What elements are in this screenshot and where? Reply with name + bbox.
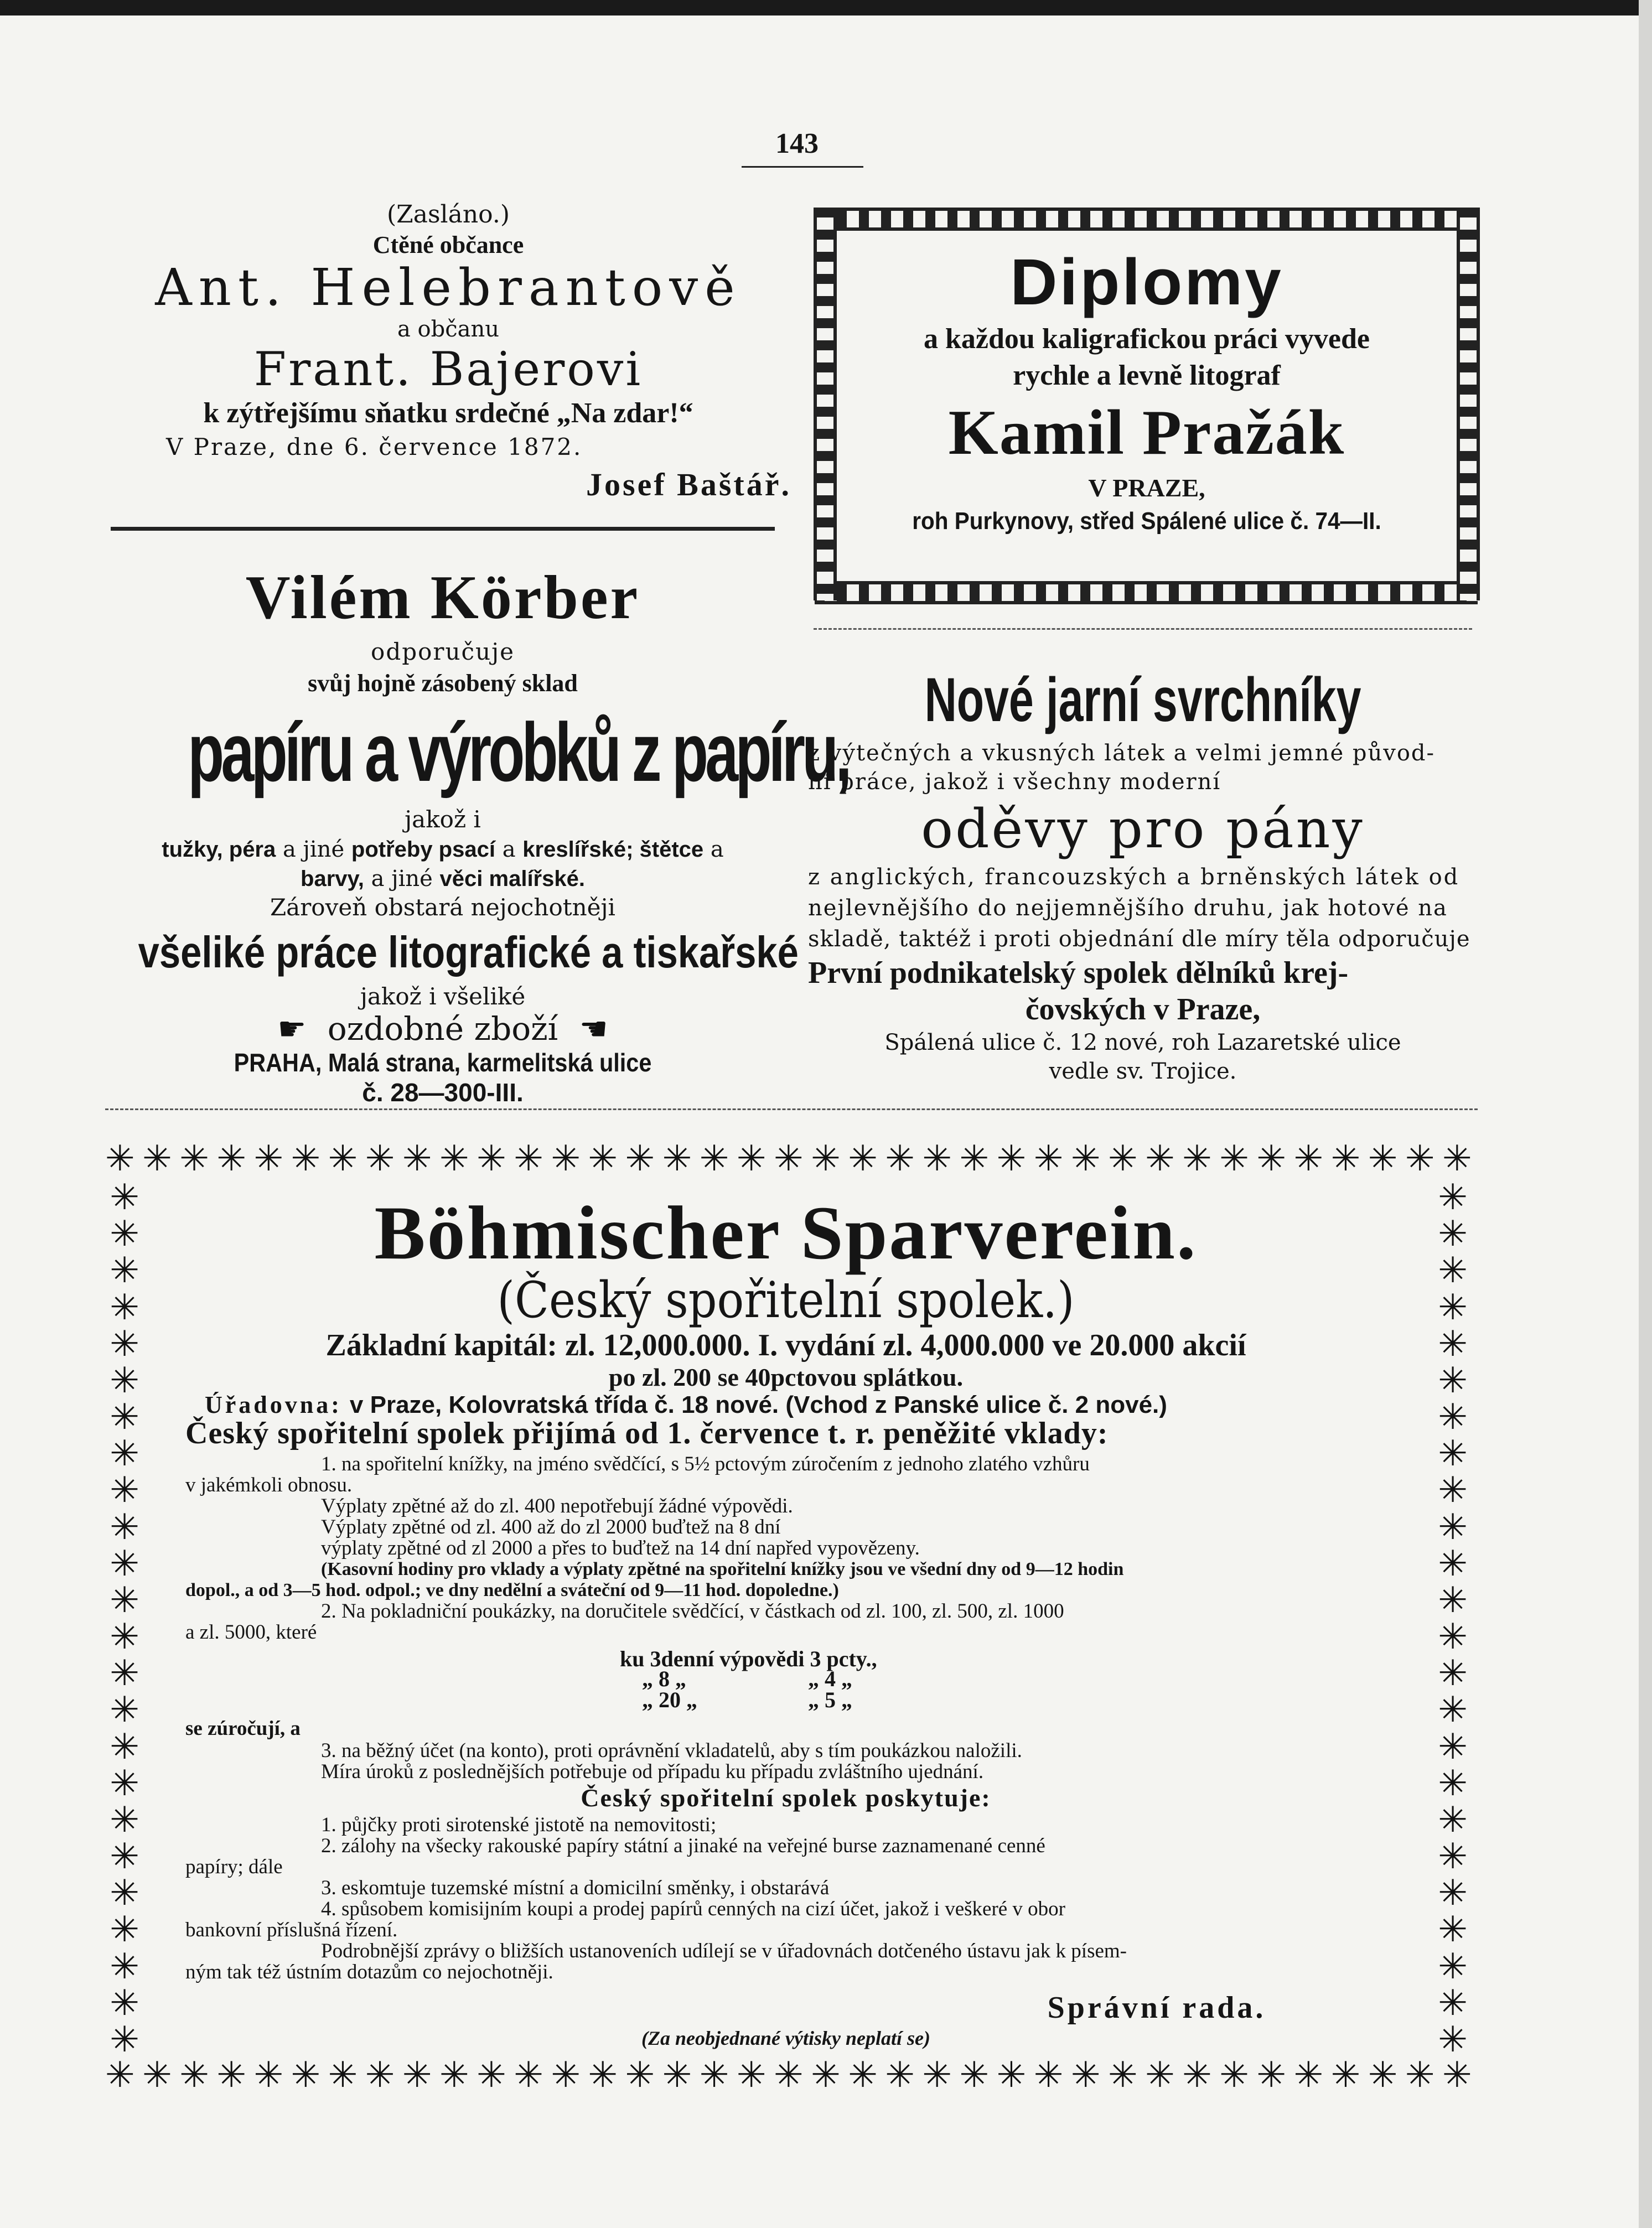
star-ornament-icon: ✳ <box>1330 2058 1361 2096</box>
star-ornament-icon: ✳ <box>179 1141 209 1179</box>
star-ornament-icon: ✳ <box>477 1141 506 1179</box>
korber-line7: jakož i všeliké <box>360 983 526 1010</box>
star-ornament-icon: ✳ <box>773 2058 804 2096</box>
star-ornament-icon: ✳ <box>110 1397 139 1438</box>
star-ornament-icon: ✳ <box>1033 2058 1064 2096</box>
star-ornament-icon: ✳ <box>699 1141 729 1179</box>
star-ornament-icon: ✳ <box>291 1141 321 1179</box>
sparverein-subtitle: (Český spořitelní spolek.) <box>497 1271 1075 1329</box>
diplomy-line1: a každou kaligrafickou práci vyvede <box>923 323 1370 355</box>
page-number: 143 <box>775 128 819 159</box>
star-ornament-icon: ✳ <box>1368 2058 1398 2096</box>
sparverein-p4: výplaty zpětné od zl 2000 a přes to buďtež na 14 dní napřed vypovězeny. <box>321 1537 920 1559</box>
star-ornament-icon: ✳ <box>959 2058 990 2096</box>
star-ornament-icon: ✳ <box>625 1141 655 1179</box>
sparverein-rate-row1: ku 3denní výpovědi 3 pcty., <box>620 1646 877 1671</box>
star-ornament-icon: ✳ <box>922 1141 952 1179</box>
sparverein-p2: Výplaty zpětné až do zl. 400 nepotřebují žádné výpovědi. <box>321 1495 793 1517</box>
star-ornament-icon: ✳ <box>699 2058 729 2096</box>
star-ornament-icon: ✳ <box>216 1141 246 1179</box>
sparverein-provides: Český spořitelní spolek poskytuje: <box>581 1784 991 1812</box>
star-ornament-icon: ✳ <box>811 2058 841 2096</box>
star-ornament-icon: ✳ <box>365 2058 395 2096</box>
star-ornament-icon: ✳ <box>996 2058 1027 2096</box>
star-ornament-icon: ✳ <box>1438 1470 1468 1511</box>
star-ornament-icon: ✳ <box>625 2058 655 2096</box>
star-ornament-icon: ✳ <box>959 1141 990 1179</box>
star-ornament-icon: ✳ <box>110 1180 139 1218</box>
star-ornament-icon: ✳ <box>1438 1287 1468 1328</box>
star-ornament-icon: ✳ <box>110 1836 139 1878</box>
star-ornament-icon: ✳ <box>1145 2058 1175 2096</box>
star-ornament-icon: ✳ <box>328 1141 358 1179</box>
star-ornament-icon: ✳ <box>1438 1323 1468 1365</box>
sparverein-border-left <box>105 1180 144 2058</box>
star-ornament-icon: ✳ <box>179 2058 209 2096</box>
korber-headline2: všeliké práce litografické a tiskařské <box>138 928 799 977</box>
star-ornament-icon: ✳ <box>439 1141 469 1179</box>
star-ornament-icon: ✳ <box>1145 1141 1175 1179</box>
star-ornament-icon: ✳ <box>514 2058 543 2096</box>
star-ornament-icon: ✳ <box>110 2019 139 2058</box>
korber-line5c: věci malířské. <box>439 867 585 891</box>
star-ornament-icon: ✳ <box>1438 1909 1468 1951</box>
star-ornament-icon: ✳ <box>110 1799 139 1841</box>
sparverein-footer: (Za neobjednané výtisky neplatí se) <box>641 2027 930 2049</box>
zaslano-line3: k zýtřejšímu sňatku srdečné „Na zdar!“ <box>203 397 693 429</box>
svrchniky-line4: nejlevnějšího do nejjemnějšího druhu, jak hotové na <box>808 895 1448 921</box>
star-ornament-icon: ✳ <box>885 2058 915 2096</box>
star-ornament-icon: ✳ <box>848 2058 878 2096</box>
svrchniky-line9: vedle sv. Trojice. <box>1049 1059 1237 1084</box>
star-ornament-icon: ✳ <box>1438 1214 1468 1255</box>
korber-line3: jakož i <box>405 806 481 833</box>
star-ornament-icon: ✳ <box>1438 1653 1468 1695</box>
star-ornament-icon: ✳ <box>110 1690 139 1731</box>
star-ornament-icon: ✳ <box>110 1946 139 1987</box>
star-ornament-icon: ✳ <box>1438 1433 1468 1475</box>
star-ornament-icon: ✳ <box>1070 1141 1101 1179</box>
star-ornament-icon: ✳ <box>1438 1726 1468 1768</box>
korber-line4 <box>89 835 797 864</box>
star-ornament-icon: ✳ <box>1438 2019 1468 2058</box>
sparverein-p9: Míra úroků z poslednějších potřebuje od případu ku případu zvláštního ujednání. <box>321 1760 984 1783</box>
star-ornament-icon: ✳ <box>773 1141 804 1179</box>
star-ornament-icon: ✳ <box>662 2058 692 2096</box>
svrchniky-ad <box>808 661 1478 1085</box>
sparverein-title: Böhmischer Sparverein. <box>374 1190 1198 1275</box>
svrchniky-line8: Spálená ulice č. 12 nové, roh Lazaretské ulice <box>884 1030 1401 1055</box>
pointing-hand-left-icon: ☚ <box>579 1010 608 1048</box>
star-ornament-icon: ✳ <box>253 2058 284 2096</box>
sparverein-q2b: papíry; dále <box>185 1856 283 1878</box>
sparverein-rate-row2b: „ 4 „ <box>808 1666 852 1691</box>
star-ornament-icon: ✳ <box>1438 1397 1468 1438</box>
sparverein-rate-row3a: „ 20 „ <box>642 1687 697 1712</box>
star-ornament-icon: ✳ <box>110 1763 139 1804</box>
diplomy-address: roh Purkynovy, střed Spálené ulice č. 74—II. <box>912 507 1381 535</box>
svrchniky-line6: První podnikatelský spolek dělníků krej- <box>808 956 1349 990</box>
diplomy-city: V PRAZE, <box>1088 474 1205 502</box>
korber-line1: odporučuje <box>371 638 515 665</box>
star-ornament-icon: ✳ <box>1438 1946 1468 1987</box>
star-ornament-icon: ✳ <box>110 1543 139 1584</box>
star-ornament-icon: ✳ <box>551 2058 581 2096</box>
star-ornament-icon: ✳ <box>110 1250 139 1292</box>
star-ornament-icon: ✳ <box>110 1653 139 1695</box>
korber-line5b: a jiné <box>371 866 433 892</box>
diplomy-line2: rychle a levně litograf <box>1013 360 1281 391</box>
korber-line9: PRAHA, Malá strana, karmelitská ulice <box>234 1048 652 1077</box>
zaslano-notice <box>105 199 791 507</box>
svrchniky-line5: skladě, taktéž i proti objednání dle míry těla odporučuje <box>808 926 1470 952</box>
sparverein-accepts: Český spořitelní spolek přijímá od 1. července t. r. peněžité vklady: <box>185 1416 1109 1450</box>
star-ornament-icon: ✳ <box>1438 1982 1468 2024</box>
star-ornament-icon: ✳ <box>1438 1763 1468 1804</box>
star-ornament-icon: ✳ <box>1442 1141 1472 1179</box>
diplomy-border-top <box>815 208 1478 231</box>
korber-line5 <box>89 864 797 893</box>
star-ornament-icon: ✳ <box>1442 2058 1472 2096</box>
korber-line5a: barvy, <box>301 867 364 891</box>
zaslano-line1: Ctěné občance <box>372 231 524 258</box>
sparverein-signature: Správní rada. <box>1047 1991 1266 2025</box>
star-ornament-icon: ✳ <box>1438 1360 1468 1401</box>
diplomy-title: Diplomy <box>1010 246 1283 319</box>
sparverein-p6a: 2. Na pokladniční poukázky, na doručitele svědčící, v částkach od zl. 100, zl. 500, zl. 1000 <box>321 1600 1064 1623</box>
star-ornament-icon: ✳ <box>110 1214 139 1255</box>
star-ornament-icon: ✳ <box>110 1579 139 1621</box>
star-ornament-icon: ✳ <box>922 2058 952 2096</box>
star-ornament-icon: ✳ <box>110 1982 139 2024</box>
sparverein-office-label: Úřadovna: <box>205 1391 342 1418</box>
svrchniky-line3: z anglických, francouzských a brněnských látek od <box>808 864 1460 890</box>
star-ornament-icon: ✳ <box>253 1141 284 1179</box>
star-ornament-icon: ✳ <box>402 2058 432 2096</box>
korber-line6: Zároveň obstará nejochotněji <box>270 894 615 921</box>
star-ornament-icon: ✳ <box>811 1141 841 1179</box>
star-ornament-icon: ✳ <box>477 2058 506 2096</box>
star-ornament-icon: ✳ <box>1368 1141 1398 1179</box>
korber-line4e: kreslířské; štětce <box>522 837 704 862</box>
zaslano-label: (Zasláno.) <box>386 200 510 229</box>
star-ornament-icon: ✳ <box>110 1470 139 1511</box>
section-divider <box>105 1108 1478 1110</box>
page-number-rule <box>742 166 863 168</box>
zaslano-signature: Josef Baštář. <box>586 467 791 502</box>
sparverein-office-text: v Praze, Kolovratská třída č. 18 nové. (Vchod z Panské ulice č. 2 nové.) <box>349 1391 1167 1418</box>
star-ornament-icon: ✳ <box>110 1726 139 1768</box>
star-ornament-icon: ✳ <box>402 1141 432 1179</box>
svrchniky-line7: čovských v Praze, <box>1025 992 1261 1027</box>
sparverein-p6b: a zl. 5000, které <box>185 1621 317 1644</box>
korber-line4c: potřeby psací <box>351 837 495 862</box>
star-ornament-icon: ✳ <box>105 1141 135 1179</box>
svrchniky-line1: z výtečných a vkusných látek a velmi jemné původ- <box>808 740 1436 766</box>
sparverein-capital2: po zl. 200 se 40pctovou splátkou. <box>608 1363 964 1391</box>
star-ornament-icon: ✳ <box>110 1909 139 1951</box>
sparverein-p3: Výplaty zpětné od zl. 400 až do zl 2000 buďtež na 8 dní <box>321 1516 781 1538</box>
star-ornament-icon: ✳ <box>996 1141 1027 1179</box>
sparverein-p1b: v jakémkoli obnosu. <box>185 1474 353 1496</box>
sparverein-q5b: ným tak též ústním dotazům co nejochotněji. <box>185 1961 553 1983</box>
star-ornament-icon: ✳ <box>142 1141 172 1179</box>
star-ornament-icon: ✳ <box>1438 1799 1468 1841</box>
diplomy-name: Kamil Pražák <box>948 397 1345 468</box>
sparverein-capital: Základní kapitál: zl. 12,000.000. I. vydání zl. 4,000.000 ve 20.000 akcií <box>325 1328 1246 1362</box>
sparverein-p8: 3. na běžný účet (na konto), proti oprávnění vkladatelů, aby s tím poukázkou naložili. <box>321 1739 1022 1762</box>
korber-line4a: tužky, péra <box>162 837 276 862</box>
star-ornament-icon: ✳ <box>1219 1141 1249 1179</box>
star-ornament-icon: ✳ <box>1256 1141 1287 1179</box>
star-ornament-icon: ✳ <box>291 2058 321 2096</box>
star-ornament-icon: ✳ <box>1293 1141 1324 1179</box>
korber-line2: svůj hojně zásobený sklad <box>308 670 578 697</box>
star-ornament-icon: ✳ <box>736 1141 767 1179</box>
star-ornament-icon: ✳ <box>1405 2058 1435 2096</box>
star-ornament-icon: ✳ <box>1438 1579 1468 1621</box>
star-ornament-icon: ✳ <box>1438 1180 1468 1218</box>
korber-line10: č. 28—300-III. <box>362 1078 524 1107</box>
zaslano-name2: Frant. Bajerovi <box>253 342 643 396</box>
star-ornament-icon: ✳ <box>110 1616 139 1658</box>
zaslano-name1: Ant. Helebrantově <box>155 258 742 317</box>
star-ornament-icon: ✳ <box>110 1873 139 1914</box>
sparverein-p7: se zúročují, a <box>185 1717 301 1740</box>
star-ornament-icon: ✳ <box>1438 1690 1468 1731</box>
star-ornament-icon: ✳ <box>110 1287 139 1328</box>
star-ornament-icon: ✳ <box>105 2058 135 2096</box>
star-ornament-icon: ✳ <box>328 2058 358 2096</box>
star-ornament-icon: ✳ <box>1438 1873 1468 1914</box>
korber-line4d: a <box>502 837 516 862</box>
zaslano-line2: a občanu <box>397 317 500 342</box>
star-ornament-icon: ✳ <box>736 2058 767 2096</box>
star-ornament-icon: ✳ <box>1438 1506 1468 1548</box>
star-ornament-icon: ✳ <box>1219 2058 1249 2096</box>
star-ornament-icon: ✳ <box>662 1141 692 1179</box>
star-ornament-icon: ✳ <box>1438 1543 1468 1584</box>
korber-ad <box>89 559 849 1107</box>
star-ornament-icon: ✳ <box>110 1360 139 1401</box>
sparverein-q3: 3. eskomtuje tuzemské místní a domicilní směnky, i obstarává <box>321 1877 830 1899</box>
sparverein-border-bottom <box>105 2058 1472 2096</box>
sparverein-q4b: bankovní příslušná řízení. <box>185 1919 398 1941</box>
right-column-divider <box>814 628 1472 630</box>
sparverein-q1: 1. půjčky proti sirotenské jistotě na nemovitosti; <box>321 1814 717 1836</box>
star-ornament-icon: ✳ <box>1256 2058 1287 2096</box>
star-ornament-icon: ✳ <box>588 1141 618 1179</box>
star-ornament-icon: ✳ <box>1033 1141 1064 1179</box>
korber-line4b: a jiné <box>282 837 345 862</box>
sparverein-rate-row2a: „ 8 „ <box>642 1666 686 1691</box>
star-ornament-icon: ✳ <box>1107 1141 1138 1179</box>
star-ornament-icon: ✳ <box>1182 2058 1212 2096</box>
korber-line8-row <box>89 1011 797 1047</box>
diplomy-border-right <box>1457 208 1480 600</box>
star-ornament-icon: ✳ <box>551 1141 581 1179</box>
star-ornament-icon: ✳ <box>1182 1141 1212 1179</box>
diplomy-border-left <box>814 208 837 600</box>
korber-headline: papíru a výrobků z papíru, <box>188 706 849 799</box>
star-ornament-icon: ✳ <box>588 2058 618 2096</box>
zaslano-line4: V Praze, dne 6. července 1872. <box>166 433 583 460</box>
star-ornament-icon: ✳ <box>1070 2058 1101 2096</box>
star-ornament-icon: ✳ <box>110 1433 139 1475</box>
star-ornament-icon: ✳ <box>110 1323 139 1365</box>
sparverein-p5b: dopol., a od 3—5 hod. odpol.; ve dny nedělní a sváteční od 9—11 hod. dopoledne.) <box>185 1580 839 1600</box>
sparverein-p5a: (Kasovní hodiny pro vklady a výplaty zpětné na spořitelní knížky jsou ve všední dny od 9—12 hodin <box>321 1559 1124 1579</box>
star-ornament-icon: ✳ <box>885 1141 915 1179</box>
star-ornament-icon: ✳ <box>1107 2058 1138 2096</box>
korber-line8: ozdobné zboží <box>327 1010 558 1048</box>
korber-name: Vilém Körber <box>245 563 640 632</box>
star-ornament-icon: ✳ <box>142 2058 172 2096</box>
sparverein-border-right <box>1433 1180 1472 2058</box>
sparverein-q5a: Podrobnější zprávy o bližších ustanoveních udílejí se v úřadovnách dotčeného ústavu jak k písem- <box>321 1940 1127 1962</box>
star-ornament-icon: ✳ <box>1405 1141 1435 1179</box>
sparverein-q2a: 2. zálohy na všecky rakouské papíry státní a jinaké na veřejné burse zaznamenané cenné <box>321 1835 1045 1857</box>
star-ornament-icon: ✳ <box>110 1506 139 1548</box>
star-ornament-icon: ✳ <box>216 2058 246 2096</box>
svrchniky-title: Nové jarní svrchníky <box>924 665 1361 734</box>
zaslano-rule <box>111 527 775 531</box>
diplomy-border-bottom <box>815 581 1478 604</box>
star-ornament-icon: ✳ <box>1438 1616 1468 1658</box>
star-ornament-icon: ✳ <box>1293 2058 1324 2096</box>
pointing-hand-right-icon: ☛ <box>277 1010 307 1048</box>
korber-line4f: a <box>710 837 724 862</box>
svrchniky-line2: ní práce, jakož i všechny moderní <box>808 769 1221 795</box>
sparverein-q4a: 4. spůsobem komisijním koupi a prodej papírů cenných na cizí účet, jakož i veškeré v obor <box>321 1898 1066 1920</box>
star-ornament-icon: ✳ <box>1330 1141 1361 1179</box>
diplomy-ad <box>837 243 1457 538</box>
star-ornament-icon: ✳ <box>1438 1250 1468 1292</box>
star-ornament-icon: ✳ <box>514 1141 543 1179</box>
star-ornament-icon: ✳ <box>848 1141 878 1179</box>
sparverein-rate-row3b: „ 5 „ <box>808 1687 852 1712</box>
star-ornament-icon: ✳ <box>439 2058 469 2096</box>
star-ornament-icon: ✳ <box>365 1141 395 1179</box>
svrchniky-headline: oděvy pro pány <box>921 798 1365 860</box>
sparverein-p1a: 1. na spořitelní knížky, na jméno svědčící, s 5½ pctovým zúročením z jednoho zlatého vzhůru <box>321 1453 1090 1475</box>
sparverein-border-top <box>105 1141 1472 1180</box>
star-ornament-icon: ✳ <box>1438 1836 1468 1878</box>
